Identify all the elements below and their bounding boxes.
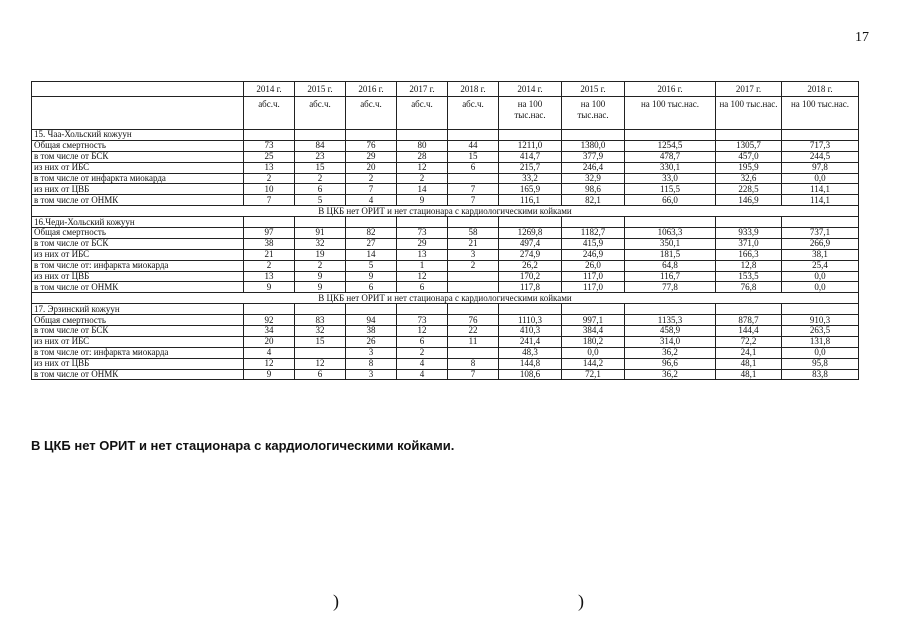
value-cell: 76 — [346, 140, 397, 151]
value-cell: 7 — [244, 195, 295, 206]
value-cell: 170,2 — [499, 271, 562, 282]
value-cell: 1254,5 — [625, 140, 716, 151]
value-cell: 21 — [448, 238, 499, 249]
value-cell: 116,7 — [625, 271, 716, 282]
section-title-row — [32, 217, 859, 228]
value-cell: 241,4 — [499, 336, 562, 347]
value-cell: 12 — [295, 358, 346, 369]
table-row — [32, 173, 859, 184]
value-cell: 36,2 — [625, 369, 716, 380]
value-cell — [295, 347, 346, 358]
value-cell: 32 — [295, 238, 346, 249]
value-cell: 478,7 — [625, 151, 716, 162]
table-row — [32, 315, 859, 326]
value-cell: 12 — [244, 358, 295, 369]
value-cell: 15 — [448, 151, 499, 162]
value-cell: 8 — [346, 358, 397, 369]
empty-cell — [448, 130, 499, 141]
value-cell: 19 — [295, 249, 346, 260]
section-note-row — [32, 293, 859, 304]
empty-cell — [562, 304, 625, 315]
row-label: из них от ИБС — [32, 249, 244, 260]
empty-cell — [782, 130, 859, 141]
value-cell: 7 — [346, 184, 397, 195]
empty-cell — [397, 304, 448, 315]
value-cell: 1182,7 — [562, 228, 625, 239]
value-cell: 246,9 — [562, 249, 625, 260]
empty-cell — [716, 130, 782, 141]
empty-cell — [716, 304, 782, 315]
value-cell: 84 — [295, 140, 346, 151]
value-cell: 153,5 — [716, 271, 782, 282]
value-cell: 33,0 — [625, 173, 716, 184]
value-cell: 4 — [244, 347, 295, 358]
table-row — [32, 347, 859, 358]
value-cell: 6 — [448, 162, 499, 173]
empty-cell — [397, 217, 448, 228]
value-cell: 266,9 — [782, 238, 859, 249]
header-unit: абс.ч. — [346, 97, 397, 130]
value-cell: 166,3 — [716, 249, 782, 260]
header-year: 2017 г. — [716, 82, 782, 97]
value-cell: 9 — [244, 282, 295, 293]
header-unit: на 100 тыс.нас. — [562, 97, 625, 130]
value-cell: 12,8 — [716, 260, 782, 271]
table-row — [32, 249, 859, 260]
value-cell: 1110,3 — [499, 315, 562, 326]
row-label: Общая смертность — [32, 315, 244, 326]
header-unit: абс.ч. — [295, 97, 346, 130]
value-cell: 2 — [346, 173, 397, 184]
value-cell: 181,5 — [625, 249, 716, 260]
value-cell: 9 — [397, 195, 448, 206]
table-row — [32, 336, 859, 347]
row-label: Общая смертность — [32, 228, 244, 239]
value-cell: 4 — [397, 358, 448, 369]
value-cell: 2 — [397, 347, 448, 358]
value-cell: 32,9 — [562, 173, 625, 184]
header-year: 2017 г. — [397, 82, 448, 97]
table-row — [32, 195, 859, 206]
value-cell: 2 — [397, 173, 448, 184]
value-cell: 5 — [295, 195, 346, 206]
value-cell: 1135,3 — [625, 315, 716, 326]
row-label: в том числе от БСК — [32, 238, 244, 249]
value-cell: 5 — [346, 260, 397, 271]
header-unit: абс.ч. — [448, 97, 499, 130]
value-cell: 21 — [244, 249, 295, 260]
value-cell: 3 — [448, 249, 499, 260]
empty-cell — [625, 130, 716, 141]
value-cell: 20 — [244, 336, 295, 347]
value-cell: 7 — [448, 195, 499, 206]
value-cell: 97 — [244, 228, 295, 239]
value-cell: 4 — [346, 195, 397, 206]
row-label: из них от ЦВБ — [32, 358, 244, 369]
value-cell — [448, 173, 499, 184]
row-label: в том числе от ОНМК — [32, 369, 244, 380]
value-cell: 82 — [346, 228, 397, 239]
empty-cell — [782, 304, 859, 315]
table-row — [32, 271, 859, 282]
value-cell: 457,0 — [716, 151, 782, 162]
header-year: 2015 г. — [295, 82, 346, 97]
value-cell: 1269,8 — [499, 228, 562, 239]
value-cell: 29 — [346, 151, 397, 162]
value-cell: 26,0 — [562, 260, 625, 271]
footer-note: В ЦКБ нет ОРИТ и нет стационара с кардиологическими койками. — [31, 438, 455, 453]
value-cell: 15 — [295, 336, 346, 347]
table-row — [32, 228, 859, 239]
value-cell: 9 — [295, 282, 346, 293]
section-title: 17. Эрзинский кожуун — [32, 304, 244, 315]
value-cell: 377,9 — [562, 151, 625, 162]
value-cell: 165,9 — [499, 184, 562, 195]
value-cell: 384,4 — [562, 326, 625, 337]
value-cell: 77,8 — [625, 282, 716, 293]
value-cell: 9 — [295, 271, 346, 282]
value-cell: 9 — [244, 369, 295, 380]
table-row — [32, 358, 859, 369]
value-cell: 180,2 — [562, 336, 625, 347]
value-cell: 410,3 — [499, 326, 562, 337]
table-row — [32, 326, 859, 337]
value-cell: 0,0 — [782, 173, 859, 184]
value-cell: 1211,0 — [499, 140, 562, 151]
value-cell: 28 — [397, 151, 448, 162]
scan-mark-right: ) — [578, 591, 584, 611]
value-cell: 415,9 — [562, 238, 625, 249]
value-cell: 97,8 — [782, 162, 859, 173]
value-cell: 0,0 — [782, 271, 859, 282]
value-cell: 108,6 — [499, 369, 562, 380]
value-cell: 25 — [244, 151, 295, 162]
table-row — [32, 369, 859, 380]
value-cell: 114,1 — [782, 195, 859, 206]
value-cell: 737,1 — [782, 228, 859, 239]
value-cell — [448, 347, 499, 358]
value-cell: 7 — [448, 369, 499, 380]
header-unit: на 100 тыс.нас. — [782, 97, 859, 130]
empty-cell — [295, 130, 346, 141]
header-unit: на 100 тыс.нас. — [625, 97, 716, 130]
value-cell: 117,0 — [562, 271, 625, 282]
header-years-row — [32, 82, 859, 97]
value-cell: 997,1 — [562, 315, 625, 326]
value-cell: 36,2 — [625, 347, 716, 358]
value-cell: 34 — [244, 326, 295, 337]
scan-mark-left: ) — [333, 591, 339, 611]
empty-cell — [499, 130, 562, 141]
header-corner-lower — [32, 97, 244, 130]
value-cell: 2 — [448, 260, 499, 271]
value-cell: 66,0 — [625, 195, 716, 206]
value-cell: 72,1 — [562, 369, 625, 380]
value-cell: 144,8 — [499, 358, 562, 369]
value-cell: 1380,0 — [562, 140, 625, 151]
header-corner — [32, 82, 244, 97]
header-year: 2014 г. — [499, 82, 562, 97]
value-cell: 12 — [397, 162, 448, 173]
empty-cell — [346, 304, 397, 315]
value-cell: 114,1 — [782, 184, 859, 195]
value-cell: 13 — [244, 162, 295, 173]
empty-cell — [625, 304, 716, 315]
empty-cell — [782, 217, 859, 228]
header-year: 2014 г. — [244, 82, 295, 97]
header-year: 2016 г. — [625, 82, 716, 97]
value-cell: 117,0 — [562, 282, 625, 293]
value-cell: 27 — [346, 238, 397, 249]
value-cell: 2 — [244, 260, 295, 271]
value-cell: 96,6 — [625, 358, 716, 369]
value-cell: 2 — [244, 173, 295, 184]
value-cell: 3 — [346, 369, 397, 380]
value-cell: 371,0 — [716, 238, 782, 249]
value-cell: 14 — [346, 249, 397, 260]
value-cell: 25,4 — [782, 260, 859, 271]
section-note: В ЦКБ нет ОРИТ и нет стационара с кардиологическими койками — [32, 293, 859, 304]
header-unit: абс.ч. — [397, 97, 448, 130]
value-cell: 13 — [397, 249, 448, 260]
value-cell: 1063,3 — [625, 228, 716, 239]
value-cell: 80 — [397, 140, 448, 151]
section-note: В ЦКБ нет ОРИТ и нет стационара с кардиологическими койками — [32, 206, 859, 217]
value-cell: 23 — [295, 151, 346, 162]
value-cell: 330,1 — [625, 162, 716, 173]
value-cell: 58 — [448, 228, 499, 239]
value-cell: 38 — [346, 326, 397, 337]
value-cell: 497,4 — [499, 238, 562, 249]
section-title: 15. Чаа-Хольский кожуун — [32, 130, 244, 141]
value-cell: 195,9 — [716, 162, 782, 173]
value-cell: 76,8 — [716, 282, 782, 293]
row-label: в том числе от БСК — [32, 151, 244, 162]
section-title-row — [32, 304, 859, 315]
value-cell: 83,8 — [782, 369, 859, 380]
empty-cell — [295, 304, 346, 315]
value-cell: 314,0 — [625, 336, 716, 347]
row-label: в том числе от: инфаркта миокарда — [32, 347, 244, 358]
value-cell: 32 — [295, 326, 346, 337]
value-cell: 1305,7 — [716, 140, 782, 151]
value-cell: 64,8 — [625, 260, 716, 271]
value-cell: 144,4 — [716, 326, 782, 337]
value-cell: 878,7 — [716, 315, 782, 326]
header-units-row — [32, 97, 859, 130]
value-cell: 228,5 — [716, 184, 782, 195]
value-cell: 6 — [295, 184, 346, 195]
value-cell: 48,3 — [499, 347, 562, 358]
value-cell: 12 — [397, 326, 448, 337]
value-cell — [448, 282, 499, 293]
value-cell: 91 — [295, 228, 346, 239]
value-cell: 1 — [397, 260, 448, 271]
table-row — [32, 151, 859, 162]
value-cell: 0,0 — [562, 347, 625, 358]
table-row — [32, 162, 859, 173]
table-row — [32, 184, 859, 195]
page-number: 17 — [855, 30, 869, 45]
empty-cell — [448, 217, 499, 228]
value-cell: 76 — [448, 315, 499, 326]
value-cell: 3 — [346, 347, 397, 358]
value-cell: 82,1 — [562, 195, 625, 206]
section-title-row — [32, 130, 859, 141]
row-label: в том числе от БСК — [32, 326, 244, 337]
value-cell: 26,2 — [499, 260, 562, 271]
value-cell: 244,5 — [782, 151, 859, 162]
row-label: в том числе от инфаркта миокарда — [32, 173, 244, 184]
value-cell: 48,1 — [716, 369, 782, 380]
value-cell: 6 — [346, 282, 397, 293]
empty-cell — [244, 304, 295, 315]
value-cell: 44 — [448, 140, 499, 151]
value-cell: 263,5 — [782, 326, 859, 337]
value-cell: 458,9 — [625, 326, 716, 337]
value-cell: 94 — [346, 315, 397, 326]
empty-cell — [562, 217, 625, 228]
row-label: в том числе от: инфаркта миокарда — [32, 260, 244, 271]
empty-cell — [244, 130, 295, 141]
value-cell: 98,6 — [562, 184, 625, 195]
row-label: из них от ЦВБ — [32, 271, 244, 282]
value-cell: 350,1 — [625, 238, 716, 249]
value-cell: 26 — [346, 336, 397, 347]
value-cell: 95,8 — [782, 358, 859, 369]
value-cell: 38 — [244, 238, 295, 249]
row-label: из них от ИБС — [32, 336, 244, 347]
empty-cell — [499, 217, 562, 228]
header-year: 2015 г. — [562, 82, 625, 97]
value-cell: 83 — [295, 315, 346, 326]
empty-cell — [346, 130, 397, 141]
table-row — [32, 140, 859, 151]
value-cell: 33,2 — [499, 173, 562, 184]
header-unit: абс.ч. — [244, 97, 295, 130]
value-cell: 414,7 — [499, 151, 562, 162]
value-cell: 2 — [295, 260, 346, 271]
value-cell: 9 — [346, 271, 397, 282]
value-cell: 117,8 — [499, 282, 562, 293]
value-cell: 92 — [244, 315, 295, 326]
empty-cell — [562, 130, 625, 141]
value-cell: 12 — [397, 271, 448, 282]
value-cell: 11 — [448, 336, 499, 347]
value-cell: 15 — [295, 162, 346, 173]
value-cell: 6 — [295, 369, 346, 380]
value-cell: 48,1 — [716, 358, 782, 369]
empty-cell — [397, 130, 448, 141]
value-cell: 6 — [397, 282, 448, 293]
row-label: в том числе от ОНМК — [32, 282, 244, 293]
value-cell: 20 — [346, 162, 397, 173]
value-cell: 72,2 — [716, 336, 782, 347]
value-cell: 73 — [397, 228, 448, 239]
value-cell: 0,0 — [782, 347, 859, 358]
header-year: 2018 г. — [782, 82, 859, 97]
empty-cell — [448, 304, 499, 315]
row-label: в том числе от ОНМК — [32, 195, 244, 206]
table-row — [32, 260, 859, 271]
section-note-row — [32, 206, 859, 217]
value-cell: 717,3 — [782, 140, 859, 151]
value-cell: 116,1 — [499, 195, 562, 206]
value-cell: 32,6 — [716, 173, 782, 184]
value-cell: 910,3 — [782, 315, 859, 326]
value-cell: 10 — [244, 184, 295, 195]
mortality-table — [31, 81, 859, 380]
value-cell: 246,4 — [562, 162, 625, 173]
value-cell: 144,2 — [562, 358, 625, 369]
value-cell: 38,1 — [782, 249, 859, 260]
value-cell: 2 — [295, 173, 346, 184]
value-cell: 274,9 — [499, 249, 562, 260]
empty-cell — [244, 217, 295, 228]
empty-cell — [499, 304, 562, 315]
row-label: из них от ИБС — [32, 162, 244, 173]
value-cell: 215,7 — [499, 162, 562, 173]
value-cell: 6 — [397, 336, 448, 347]
value-cell: 146,9 — [716, 195, 782, 206]
empty-cell — [625, 217, 716, 228]
row-label: из них от ЦВБ — [32, 184, 244, 195]
value-cell: 7 — [448, 184, 499, 195]
empty-cell — [716, 217, 782, 228]
value-cell: 131,8 — [782, 336, 859, 347]
header-unit: на 100 тыс.нас. — [499, 97, 562, 130]
value-cell: 13 — [244, 271, 295, 282]
value-cell: 4 — [397, 369, 448, 380]
value-cell: 29 — [397, 238, 448, 249]
value-cell: 0,0 — [782, 282, 859, 293]
value-cell: 8 — [448, 358, 499, 369]
value-cell: 933,9 — [716, 228, 782, 239]
header-unit: на 100 тыс.нас. — [716, 97, 782, 130]
header-year: 2016 г. — [346, 82, 397, 97]
value-cell: 14 — [397, 184, 448, 195]
value-cell: 22 — [448, 326, 499, 337]
row-label: Общая смертность — [32, 140, 244, 151]
value-cell: 115,5 — [625, 184, 716, 195]
table-row — [32, 238, 859, 249]
value-cell: 24,1 — [716, 347, 782, 358]
empty-cell — [295, 217, 346, 228]
section-title: 16.Чеди-Хольский кожуун — [32, 217, 244, 228]
empty-cell — [346, 217, 397, 228]
value-cell — [448, 271, 499, 282]
header-year: 2018 г. — [448, 82, 499, 97]
value-cell: 73 — [397, 315, 448, 326]
value-cell: 73 — [244, 140, 295, 151]
table-row — [32, 282, 859, 293]
